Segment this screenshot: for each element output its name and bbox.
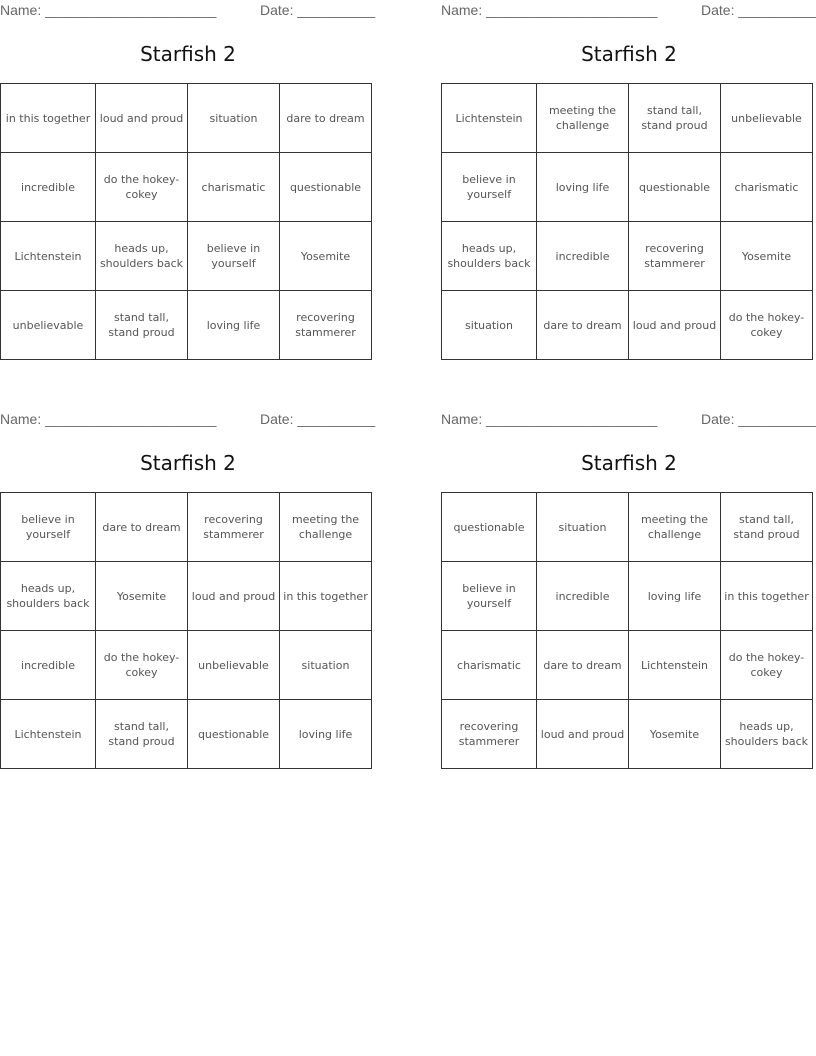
date-field-label: Date: __________ [260,411,376,427]
grid-cell: questionable [442,493,537,562]
grid-cell: heads up, shoulders back [721,700,813,769]
grid-cell: heads up, shoulders back [442,222,537,291]
card-title: Starfish 2 [140,42,236,66]
grid-cell: recovering stammerer [442,700,537,769]
grid-cell: loving life [629,562,721,631]
bingo-grid [441,492,813,769]
grid-row [1,222,372,291]
grid-cell: Yosemite [280,222,372,291]
grid-cell: heads up, shoulders back [1,562,96,631]
grid-cell: dare to dream [96,493,188,562]
card-title: Starfish 2 [140,451,236,475]
grid-cell: meeting the challenge [537,84,629,153]
grid-cell: believe in yourself [188,222,280,291]
grid-cell: Lichtenstein [629,631,721,700]
grid-cell: loving life [280,700,372,769]
grid-cell: situation [188,84,280,153]
grid-cell: unbelievable [1,291,96,360]
grid-row [1,562,372,631]
bingo-grid [441,83,813,360]
date-field-label: Date: __________ [701,2,816,18]
grid-row [1,84,372,153]
name-field-label: Name: ______________________ [441,2,658,18]
grid-cell: in this together [721,562,813,631]
grid-cell: believe in yourself [1,493,96,562]
date-field-label: Date: __________ [701,411,816,427]
grid-cell: do the hokey-cokey [96,631,188,700]
grid-row [442,153,813,222]
grid-cell: meeting the challenge [629,493,721,562]
grid-row [1,493,372,562]
card-header [441,409,816,431]
grid-cell: heads up, shoulders back [96,222,188,291]
name-field-label: Name: ______________________ [0,2,217,18]
grid-row [1,291,372,360]
grid-cell: loud and proud [537,700,629,769]
grid-cell: stand tall, stand proud [629,84,721,153]
grid-cell: loud and proud [629,291,721,360]
grid-cell: Yosemite [96,562,188,631]
card-header [441,0,816,22]
grid-cell: recovering stammerer [188,493,280,562]
grid-cell: incredible [1,631,96,700]
grid-cell: dare to dream [280,84,372,153]
card-header [0,409,376,431]
grid-cell: Yosemite [721,222,813,291]
grid-cell: dare to dream [537,631,629,700]
grid-cell: stand tall, stand proud [96,700,188,769]
grid-row [442,84,813,153]
grid-cell: recovering stammerer [280,291,372,360]
grid-cell: do the hokey-cokey [721,631,813,700]
grid-cell: unbelievable [188,631,280,700]
grid-cell: incredible [537,222,629,291]
grid-cell: do the hokey-cokey [721,291,813,360]
grid-cell: questionable [188,700,280,769]
grid-cell: believe in yourself [442,562,537,631]
grid-cell: questionable [629,153,721,222]
bingo-card-3 [0,409,376,748]
card-header [0,0,376,22]
grid-cell: situation [280,631,372,700]
date-field-label: Date: __________ [260,2,376,18]
grid-cell: stand tall, stand proud [96,291,188,360]
grid-cell: dare to dream [537,291,629,360]
grid-cell: loving life [188,291,280,360]
grid-cell: loud and proud [188,562,280,631]
grid-cell: in this together [280,562,372,631]
name-field-label: Name: ______________________ [0,411,217,427]
grid-row [442,222,813,291]
grid-row [1,631,372,700]
card-title: Starfish 2 [581,451,677,475]
bingo-grid [0,83,372,360]
grid-cell: stand tall, stand proud [721,493,813,562]
name-field-label: Name: ______________________ [441,411,658,427]
grid-row [442,631,813,700]
grid-cell: believe in yourself [442,153,537,222]
grid-row [442,562,813,631]
grid-cell: do the hokey-cokey [96,153,188,222]
card-title: Starfish 2 [581,42,677,66]
grid-row [1,700,372,769]
grid-cell: in this together [1,84,96,153]
grid-cell: charismatic [188,153,280,222]
grid-row [442,493,813,562]
grid-row [442,700,813,769]
grid-cell: incredible [537,562,629,631]
grid-cell: recovering stammerer [629,222,721,291]
grid-cell: incredible [1,153,96,222]
grid-cell: charismatic [721,153,813,222]
grid-cell: charismatic [442,631,537,700]
grid-cell: questionable [280,153,372,222]
bingo-grid [0,492,372,769]
grid-cell: Lichtenstein [1,700,96,769]
bingo-card-2 [441,0,816,339]
grid-cell: loving life [537,153,629,222]
grid-cell: loud and proud [96,84,188,153]
bingo-card-4 [441,409,816,748]
grid-cell: situation [442,291,537,360]
grid-row [1,153,372,222]
grid-row [442,291,813,360]
grid-cell: meeting the challenge [280,493,372,562]
grid-cell: Yosemite [629,700,721,769]
grid-cell: unbelievable [721,84,813,153]
grid-cell: situation [537,493,629,562]
grid-cell: Lichtenstein [442,84,537,153]
bingo-card-1 [0,0,376,339]
grid-cell: Lichtenstein [1,222,96,291]
